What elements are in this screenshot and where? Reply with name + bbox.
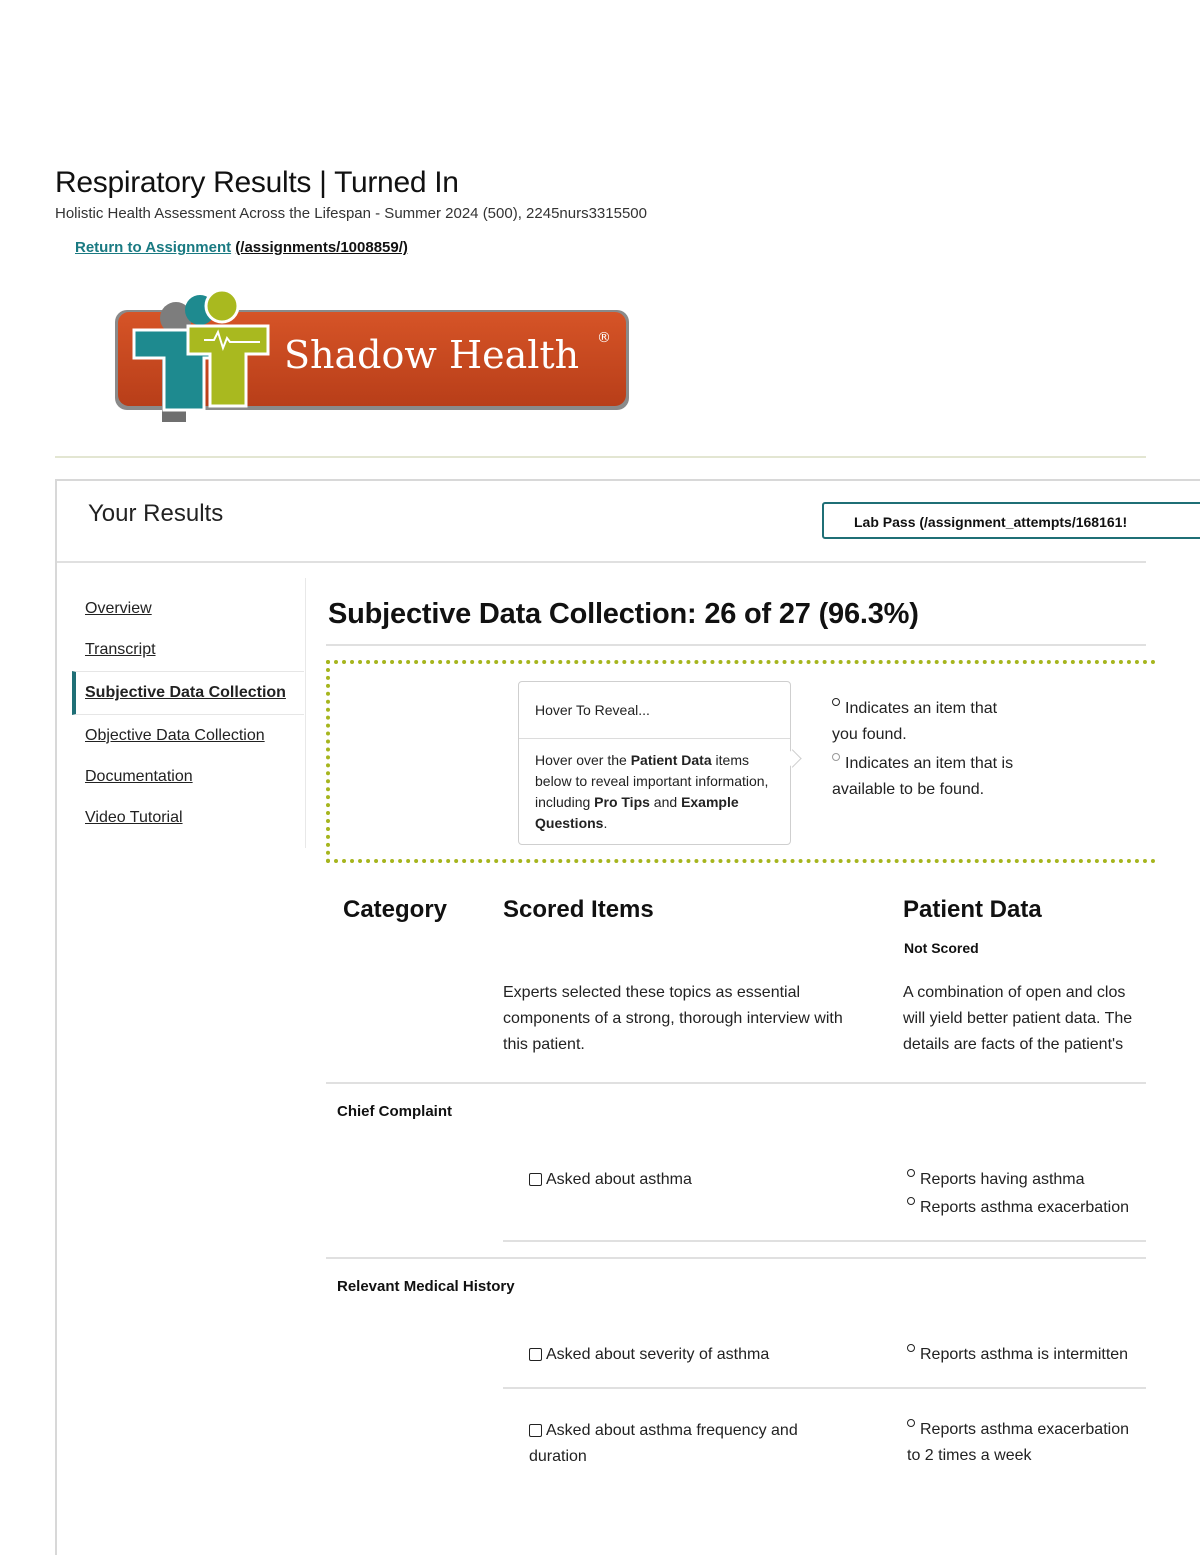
header-divider [55,456,1146,458]
found-dot-icon [907,1344,915,1352]
patient-data-item[interactable]: Reports asthma exacerbation to 2 times a week [907,1421,1129,1464]
lab-pass-button[interactable]: Lab Pass (/assignment_attempts/168161! [822,502,1200,539]
category-chief-complaint: Chief Complaint [337,1103,452,1120]
return-link-label[interactable]: Return to Assignment [75,239,232,256]
results-title: Your Results [88,500,224,527]
results-sidebar [72,578,306,848]
found-dot-icon [907,1197,915,1205]
sidebar-item-video-tutorial[interactable]: Video Tutorial [85,809,183,826]
item-divider [503,1387,1146,1389]
return-to-assignment-link[interactable] [75,239,408,256]
checkbox-icon [529,1348,542,1361]
found-dot-icon [832,698,840,706]
patient-data-item[interactable]: Reports having asthma Reports asthma exacerbation [907,1166,1167,1222]
column-header-category: Category [343,896,448,923]
patient-data-description: A combination of open and clos will yield better patient data. The details are facts of the patient's [903,984,1133,1053]
column-header-scored-items: Scored Items [503,896,654,923]
results-header-divider [57,561,1146,563]
patient-data-item[interactable]: Reports asthma is intermitten [907,1341,1167,1369]
svg-text:Shadow Health: Shadow Health [284,333,580,377]
found-dot-icon [907,1419,915,1427]
column-header-patient-data: Patient Data [903,896,1042,923]
svg-text:®: ® [597,330,611,346]
sidebar-item-overview[interactable]: Overview [85,600,152,617]
scored-item[interactable]: Asked about asthma [529,1167,849,1193]
available-dot-icon [832,753,840,761]
not-scored-label: Not Scored [904,940,979,956]
hover-card-title: Hover To Reveal... [535,702,650,718]
section-divider [326,644,1146,646]
page-title: Respiratory Results | Turned In [55,166,459,199]
shadow-health-logo [112,288,634,428]
return-link-url[interactable]: (/assignments/1008859/) [235,239,408,256]
checkbox-icon [529,1173,542,1186]
found-dot-icon [907,1169,915,1177]
hover-card-body: Hover over the Patient Data items below to reveal important information, including Pro Tips and Example Questions. [535,752,769,831]
table-row-divider [326,1082,1146,1084]
legend-found: Indicates an item that you found. [832,700,998,743]
table-row-divider [326,1257,1146,1259]
sidebar-item-objective-data-collection[interactable]: Objective Data Collection [85,727,265,744]
section-title: Subjective Data Collection: 26 of 27 (96.3%) [328,598,919,630]
scored-item[interactable]: Asked about severity of asthma [529,1342,849,1368]
item-divider [503,1240,1146,1242]
sidebar-item-documentation[interactable]: Documentation [85,768,193,785]
hover-card-divider [519,738,790,739]
scored-items-description: Experts selected these topics as essential components of a strong, thorough interview with this patient. [503,984,843,1053]
scored-item[interactable]: Asked about asthma frequency and duration [529,1422,798,1465]
checkbox-icon [529,1424,542,1437]
sidebar-item-subjective-data-collection[interactable]: Subjective Data Collection [85,684,286,701]
legend-available: Indicates an item that is available to be found. [832,755,1014,798]
course-subtitle: Holistic Health Assessment Across the Lifespan - Summer 2024 (500), 2245nurs3315500 [55,205,647,222]
sidebar-item-transcript[interactable]: Transcript [85,641,156,658]
category-relevant-medical-history: Relevant Medical History [337,1278,515,1295]
